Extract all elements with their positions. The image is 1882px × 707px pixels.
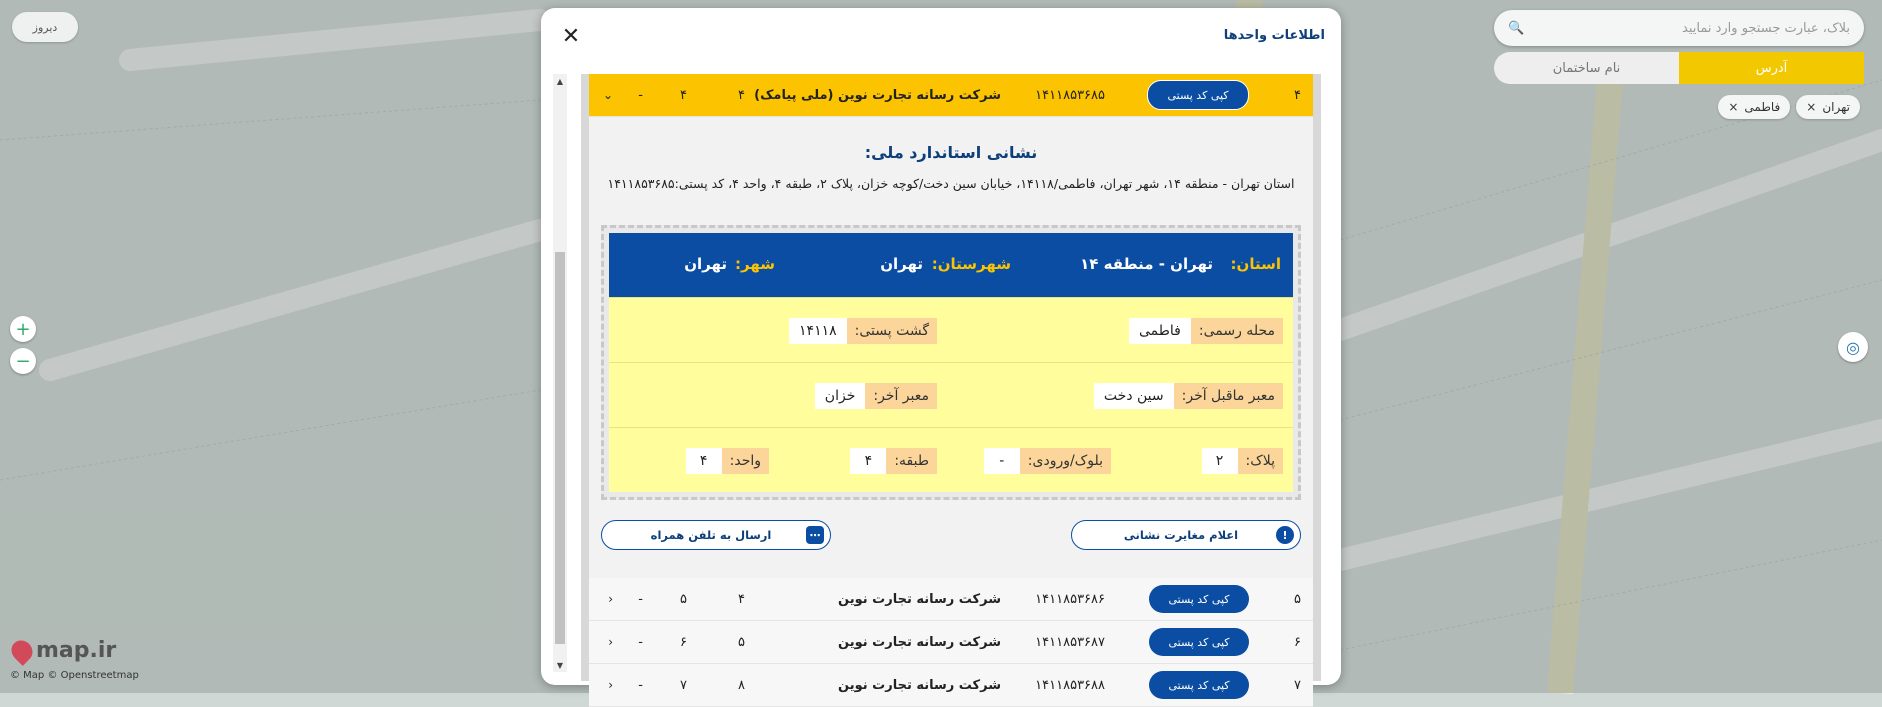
- gasht-label: گشت پستی:: [847, 318, 937, 344]
- block-label: بلوک/ورودی:: [1020, 448, 1111, 474]
- scrollbar[interactable]: [553, 74, 567, 672]
- chip-neighborhood[interactable]: [1718, 95, 1790, 119]
- zoom-in-button[interactable]: +: [10, 316, 36, 342]
- row-index: ۴: [1294, 87, 1301, 103]
- map-logo: [12, 638, 116, 663]
- map-top-left-button[interactable]: دیروز: [12, 12, 78, 42]
- report-label: اعلام مغایرت نشانی: [1123, 528, 1239, 542]
- row-field-2: ۵: [680, 591, 687, 607]
- postal-code: ۱۴۱۱۸۵۳۶۸۸: [1035, 677, 1105, 693]
- maabar-akhar-label: معبر آخر:: [865, 383, 937, 409]
- tabaghe-label: طبقه:: [886, 448, 937, 474]
- postal-code: ۱۴۱۱۸۵۳۶۸۵: [1035, 87, 1105, 103]
- row-field-1: ۴: [738, 87, 745, 103]
- units-info-modal: [541, 8, 1341, 693]
- maabar-akhar-pair: [815, 383, 937, 409]
- ostan-label: استان:: [1230, 255, 1281, 273]
- send-to-mobile-button[interactable]: [601, 520, 831, 550]
- copy-postal-code-button[interactable]: کپی کد پستی: [1147, 80, 1249, 110]
- map-copyright: © Map © Openstreetmap: [10, 670, 139, 681]
- block-value: -: [984, 448, 1020, 474]
- row-field-3: -: [638, 634, 643, 650]
- shahr-label: شهر:: [735, 255, 775, 273]
- card-header: [609, 233, 1293, 297]
- shahrestan-label: شهرستان:: [931, 255, 1011, 273]
- search-icon[interactable]: 🔍: [1508, 20, 1525, 36]
- copy-postal-code-button[interactable]: کپی کد پستی: [1149, 671, 1249, 699]
- unit-name: شرکت رسانه تجارت نوین (ملی پیامک): [754, 87, 1001, 103]
- modal-header: [541, 8, 1341, 66]
- map-search-bar[interactable]: [1494, 10, 1864, 46]
- maabar-ghabl-value: سین دخت: [1094, 383, 1174, 409]
- unit-name: شرکت رسانه تجارت نوین: [838, 634, 1001, 650]
- row-index: ۵: [1294, 591, 1301, 607]
- tabaghe-pair: [850, 448, 937, 474]
- scrollbar-thumb[interactable]: [555, 252, 565, 644]
- gasht-value: ۱۴۱۱۸: [789, 318, 847, 344]
- row-field-3: -: [638, 87, 643, 103]
- tab-address[interactable]: آدرس: [1679, 52, 1864, 84]
- modal-title: اطلاعات واحدها: [1223, 28, 1325, 43]
- card-row-1: [609, 297, 1293, 362]
- row-field-2: ۶: [680, 634, 687, 650]
- detail-title: نشانی استاندارد ملی:: [864, 143, 1038, 162]
- units-list: [581, 74, 1321, 693]
- ostan-value: تهران - منطقه ۱۴: [1080, 255, 1213, 273]
- alert-icon: !: [1276, 526, 1294, 544]
- row-index: ۷: [1294, 677, 1301, 693]
- shahr-value: تهران: [684, 255, 727, 273]
- vahed-pair: [686, 448, 769, 474]
- chip-city-label: تهران: [1822, 100, 1850, 114]
- zoom-controls: [10, 316, 36, 374]
- block-pair: [984, 448, 1111, 474]
- chip-neighborhood-label: فاطمی: [1744, 100, 1781, 114]
- zoom-out-button[interactable]: −: [10, 348, 36, 374]
- table-row-selected[interactable]: [589, 74, 1313, 117]
- close-icon[interactable]: ×: [1728, 100, 1739, 114]
- maabar-akhar-value: خزان: [815, 383, 866, 409]
- pelak-value: ۲: [1202, 448, 1238, 474]
- row-field-2: ۴: [680, 87, 687, 103]
- card-row-2: [609, 362, 1293, 427]
- gasht-pair: [789, 318, 937, 344]
- vahed-value: ۴: [686, 448, 722, 474]
- chevron-left-icon[interactable]: ‹: [608, 592, 613, 606]
- table-row[interactable]: [589, 621, 1313, 664]
- filter-chips: [1718, 95, 1860, 119]
- address-detail-panel: [589, 117, 1313, 578]
- report-address-mismatch-button[interactable]: [1071, 520, 1301, 550]
- close-icon[interactable]: ×: [1806, 100, 1817, 114]
- row-field-2: ۷: [680, 677, 687, 693]
- map-search-placeholder: بلاک، عبارت جستجو وارد نمایید: [1682, 20, 1850, 36]
- scroll-up-icon[interactable]: ▲: [556, 76, 564, 86]
- table-row[interactable]: [589, 664, 1313, 707]
- pelak-label: پلاک:: [1238, 448, 1284, 474]
- standard-address: استان تهران - منطقه ۱۴، شهر تهران، فاطمی/۱۴۱۱۸، خیابان سین دخت/کوچه خزان، پلاک ۲، طبقه ۴، واحد ۴، کد پستی:۱۴۱۱۸۵۳۶۸۵: [607, 176, 1295, 191]
- unit-name: شرکت رسانه تجارت نوین: [838, 677, 1001, 693]
- close-button[interactable]: ✕: [561, 24, 581, 49]
- modal-scroll-area[interactable]: [553, 66, 1331, 693]
- pelak-pair: [1202, 448, 1284, 474]
- tabaghe-value: ۴: [850, 448, 886, 474]
- row-field-1: ۵: [738, 634, 745, 650]
- map-tabs: [1494, 52, 1864, 84]
- row-field-3: -: [638, 591, 643, 607]
- vahed-label: واحد:: [722, 448, 769, 474]
- row-field-1: ۸: [738, 677, 745, 693]
- chip-city[interactable]: [1796, 95, 1860, 119]
- copy-postal-code-button[interactable]: کپی کد پستی: [1149, 628, 1249, 656]
- address-card: [601, 225, 1301, 500]
- copy-postal-code-button[interactable]: کپی کد پستی: [1149, 585, 1249, 613]
- maabar-ghabl-pair: [1094, 383, 1283, 409]
- maabar-ghabl-label: معبر ماقبل آخر:: [1174, 383, 1283, 409]
- postal-code: ۱۴۱۱۸۵۳۶۸۶: [1035, 591, 1105, 607]
- card-row-3: [609, 427, 1293, 492]
- row-field-1: ۴: [738, 591, 745, 607]
- mahale-value: فاطمی: [1129, 318, 1191, 344]
- pin-icon: [7, 636, 37, 666]
- table-row[interactable]: [589, 578, 1313, 621]
- unit-name: شرکت رسانه تجارت نوین: [838, 591, 1001, 607]
- locate-icon[interactable]: ◎: [1838, 332, 1868, 362]
- chevron-left-icon[interactable]: ‹: [608, 635, 613, 649]
- postal-code: ۱۴۱۱۸۵۳۶۸۷: [1035, 634, 1105, 650]
- tab-building-name[interactable]: نام ساختمان: [1552, 60, 1621, 76]
- row-field-3: -: [638, 677, 643, 693]
- send-label: ارسال به تلفن همراه: [650, 528, 772, 542]
- shahrestan-value: تهران: [880, 255, 923, 273]
- mahale-label: محله رسمی:: [1191, 318, 1283, 344]
- logo-text: map.ir: [36, 638, 117, 663]
- row-index: ۶: [1294, 634, 1301, 650]
- chevron-left-icon[interactable]: ‹: [608, 678, 613, 692]
- message-icon: ⋯: [806, 526, 824, 544]
- detail-actions: [589, 500, 1313, 572]
- scroll-down-icon[interactable]: ▼: [556, 660, 564, 670]
- chevron-down-icon[interactable]: ⌄: [602, 88, 613, 102]
- mahale-pair: [1129, 318, 1283, 344]
